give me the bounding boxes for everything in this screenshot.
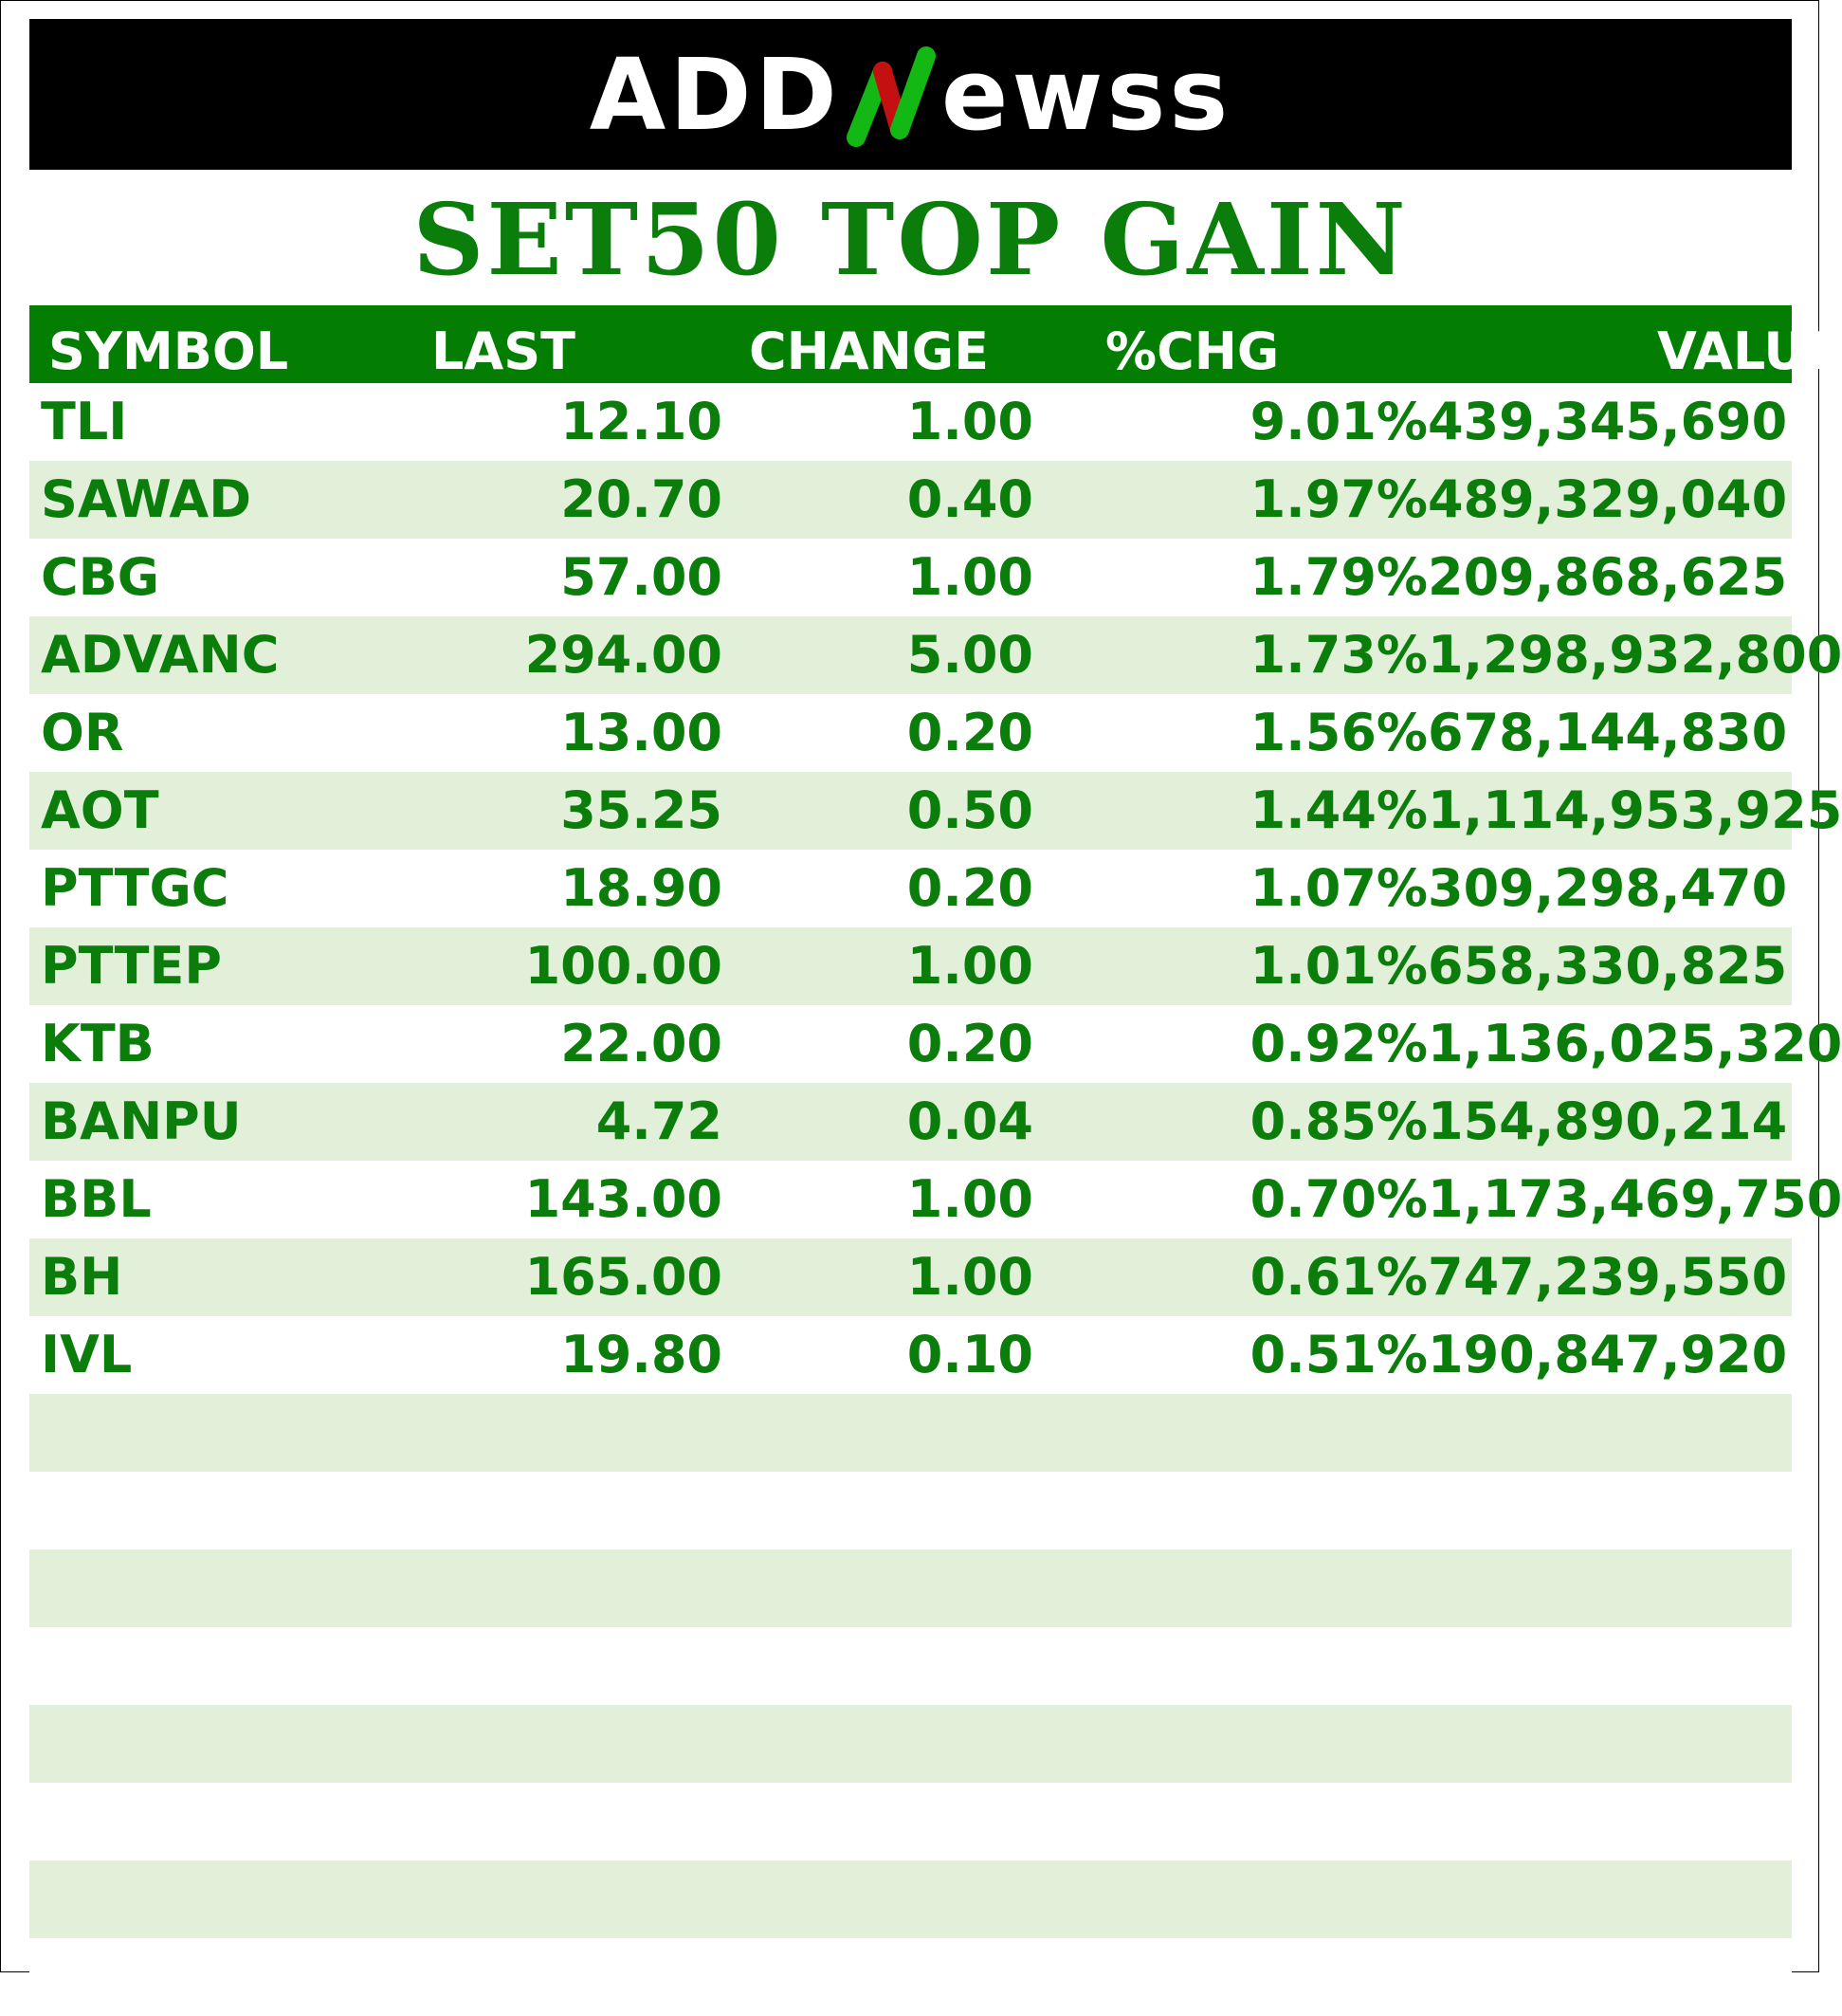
cell-pct-change bbox=[1037, 1394, 1428, 1472]
table-row bbox=[29, 772, 1792, 850]
cell-value bbox=[1428, 1472, 1792, 1549]
cell-value: 489,329,040 bbox=[1428, 461, 1792, 539]
cell-last bbox=[333, 1627, 749, 1705]
cell-last: 12.10 bbox=[333, 383, 749, 461]
cell-change: 0.10 bbox=[749, 1316, 1037, 1394]
cell-last bbox=[333, 1472, 749, 1549]
cell-change: 0.20 bbox=[749, 694, 1037, 772]
cell-change: 1.00 bbox=[749, 927, 1037, 1005]
table-row bbox=[29, 1549, 1792, 1627]
cell-symbol: CBG bbox=[29, 539, 333, 616]
header-change: CHANGE bbox=[749, 305, 1037, 383]
table-row bbox=[29, 1860, 1792, 1938]
cell-last: 20.70 bbox=[333, 461, 749, 539]
table-row bbox=[29, 927, 1792, 1005]
n-chart-logo-icon bbox=[845, 43, 939, 147]
cell-symbol: IVL bbox=[29, 1316, 333, 1394]
cell-value bbox=[1428, 1627, 1792, 1705]
cell-symbol: KTB bbox=[29, 1005, 333, 1083]
cell-value: 1,298,932,800 bbox=[1428, 616, 1792, 694]
cell-last bbox=[333, 1783, 749, 1860]
cell-change: 1.00 bbox=[749, 383, 1037, 461]
cell-symbol: TLI bbox=[29, 383, 333, 461]
cell-change bbox=[749, 1705, 1037, 1783]
table-row bbox=[29, 1472, 1792, 1549]
cell-symbol: BH bbox=[29, 1238, 333, 1316]
table-row bbox=[29, 1238, 1792, 1316]
header-last: LAST bbox=[333, 305, 749, 383]
cell-pct-change: 1.73% bbox=[1037, 616, 1428, 694]
cell-value bbox=[1428, 1549, 1792, 1627]
cell-value bbox=[1428, 1860, 1792, 1938]
cell-change: 0.20 bbox=[749, 1005, 1037, 1083]
table-row bbox=[29, 1705, 1792, 1783]
cell-last: 19.80 bbox=[333, 1316, 749, 1394]
cell-last bbox=[333, 1705, 749, 1783]
cell-last: 143.00 bbox=[333, 1161, 749, 1238]
cell-last: 294.00 bbox=[333, 616, 749, 694]
page-title: SET50 TOP GAIN bbox=[412, 181, 1409, 298]
cell-value bbox=[1428, 1783, 1792, 1860]
cell-value: 439,345,690 bbox=[1428, 383, 1792, 461]
cell-last: 57.00 bbox=[333, 539, 749, 616]
table-row bbox=[29, 1005, 1792, 1083]
cell-value: 1,136,025,320 bbox=[1428, 1005, 1792, 1083]
cell-pct-change: 1.56% bbox=[1037, 694, 1428, 772]
cell-pct-change: 1.79% bbox=[1037, 539, 1428, 616]
table-row bbox=[29, 1161, 1792, 1238]
cell-symbol bbox=[29, 1627, 333, 1705]
cell-last: 13.00 bbox=[333, 694, 749, 772]
cell-change: 0.04 bbox=[749, 1083, 1037, 1161]
cell-pct-change: 1.01% bbox=[1037, 927, 1428, 1005]
cell-last bbox=[333, 1549, 749, 1627]
cell-symbol bbox=[29, 1394, 333, 1472]
brand-logo bbox=[589, 36, 1232, 153]
top-gain-table bbox=[29, 305, 1842, 2016]
cell-value: 309,298,470 bbox=[1428, 850, 1792, 927]
table-row bbox=[29, 1938, 1792, 2016]
cell-change: 1.00 bbox=[749, 1161, 1037, 1238]
cell-pct-change: 0.61% bbox=[1037, 1238, 1428, 1316]
table-row bbox=[29, 1783, 1792, 1860]
cell-pct-change bbox=[1037, 1783, 1428, 1860]
cell-symbol bbox=[29, 1472, 333, 1549]
logo-suffix: ewss bbox=[940, 36, 1232, 153]
cell-change bbox=[749, 1860, 1037, 1938]
cell-symbol: ADVANC bbox=[29, 616, 333, 694]
cell-change: 1.00 bbox=[749, 539, 1037, 616]
cell-symbol: AOT bbox=[29, 772, 333, 850]
cell-change bbox=[749, 1549, 1037, 1627]
table-row bbox=[29, 850, 1792, 927]
cell-value: 747,239,550 bbox=[1428, 1238, 1792, 1316]
table-row bbox=[29, 1394, 1792, 1472]
table-row bbox=[29, 383, 1792, 461]
cell-pct-change: 1.44% bbox=[1037, 772, 1428, 850]
cell-pct-change: 1.97% bbox=[1037, 461, 1428, 539]
cell-symbol: SAWAD bbox=[29, 461, 333, 539]
cell-change: 0.50 bbox=[749, 772, 1037, 850]
cell-last: 4.72 bbox=[333, 1083, 749, 1161]
cell-value: 209,868,625 bbox=[1428, 539, 1792, 616]
cell-symbol bbox=[29, 1783, 333, 1860]
table-header-row bbox=[29, 305, 1792, 383]
header-banner bbox=[29, 19, 1792, 170]
cell-symbol: BBL bbox=[29, 1161, 333, 1238]
cell-last bbox=[333, 1938, 749, 2016]
cell-last bbox=[333, 1860, 749, 1938]
cell-value: 154,890,214 bbox=[1428, 1083, 1792, 1161]
cell-pct-change bbox=[1037, 1472, 1428, 1549]
cell-value: 1,114,953,925 bbox=[1428, 772, 1792, 850]
cell-pct-change: 9.01% bbox=[1037, 383, 1428, 461]
cell-change: 5.00 bbox=[749, 616, 1037, 694]
table-row bbox=[29, 616, 1792, 694]
cell-symbol: PTTGC bbox=[29, 850, 333, 927]
cell-symbol bbox=[29, 1938, 333, 2016]
cell-change bbox=[749, 1472, 1037, 1549]
cell-change: 0.20 bbox=[749, 850, 1037, 927]
cell-last: 165.00 bbox=[333, 1238, 749, 1316]
table-row bbox=[29, 539, 1792, 616]
table-row bbox=[29, 694, 1792, 772]
cell-pct-change: 0.51% bbox=[1037, 1316, 1428, 1394]
table-row bbox=[29, 1083, 1792, 1161]
cell-last: 35.25 bbox=[333, 772, 749, 850]
cell-value bbox=[1428, 1394, 1792, 1472]
cell-change: 0.40 bbox=[749, 461, 1037, 539]
cell-value: 190,847,920 bbox=[1428, 1316, 1792, 1394]
cell-pct-change: 0.85% bbox=[1037, 1083, 1428, 1161]
cell-pct-change: 1.07% bbox=[1037, 850, 1428, 927]
cell-change bbox=[749, 1938, 1037, 2016]
cell-symbol bbox=[29, 1860, 333, 1938]
header-symbol: SYMBOL bbox=[29, 305, 333, 383]
cell-pct-change bbox=[1037, 1627, 1428, 1705]
cell-pct-change: 0.70% bbox=[1037, 1161, 1428, 1238]
cell-change bbox=[749, 1783, 1037, 1860]
cell-last: 22.00 bbox=[333, 1005, 749, 1083]
cell-pct-change bbox=[1037, 1549, 1428, 1627]
cell-change: 1.00 bbox=[749, 1238, 1037, 1316]
cell-value: 658,330,825 bbox=[1428, 927, 1792, 1005]
cell-last: 18.90 bbox=[333, 850, 749, 927]
cell-symbol: BANPU bbox=[29, 1083, 333, 1161]
cell-change bbox=[749, 1627, 1037, 1705]
cell-pct-change bbox=[1037, 1705, 1428, 1783]
table-row bbox=[29, 1316, 1792, 1394]
logo-prefix: ADD bbox=[589, 36, 841, 153]
cell-symbol: PTTEP bbox=[29, 927, 333, 1005]
cell-value: 678,144,830 bbox=[1428, 694, 1792, 772]
table-row bbox=[29, 1627, 1792, 1705]
cell-symbol bbox=[29, 1549, 333, 1627]
cell-pct-change bbox=[1037, 1860, 1428, 1938]
cell-change bbox=[749, 1394, 1037, 1472]
cell-pct-change bbox=[1037, 1938, 1428, 2016]
cell-value bbox=[1428, 1938, 1792, 2016]
table-body bbox=[29, 383, 1842, 2016]
header-pct-change: %CHG bbox=[1037, 305, 1428, 383]
header-value: VALUE bbox=[1428, 305, 1792, 383]
cell-last bbox=[333, 1394, 749, 1472]
cell-value: 1,173,469,750 bbox=[1428, 1161, 1792, 1238]
cell-pct-change: 0.92% bbox=[1037, 1005, 1428, 1083]
cell-symbol: OR bbox=[29, 694, 333, 772]
cell-last: 100.00 bbox=[333, 927, 749, 1005]
table-row bbox=[29, 461, 1792, 539]
cell-value bbox=[1428, 1705, 1792, 1783]
cell-symbol bbox=[29, 1705, 333, 1783]
